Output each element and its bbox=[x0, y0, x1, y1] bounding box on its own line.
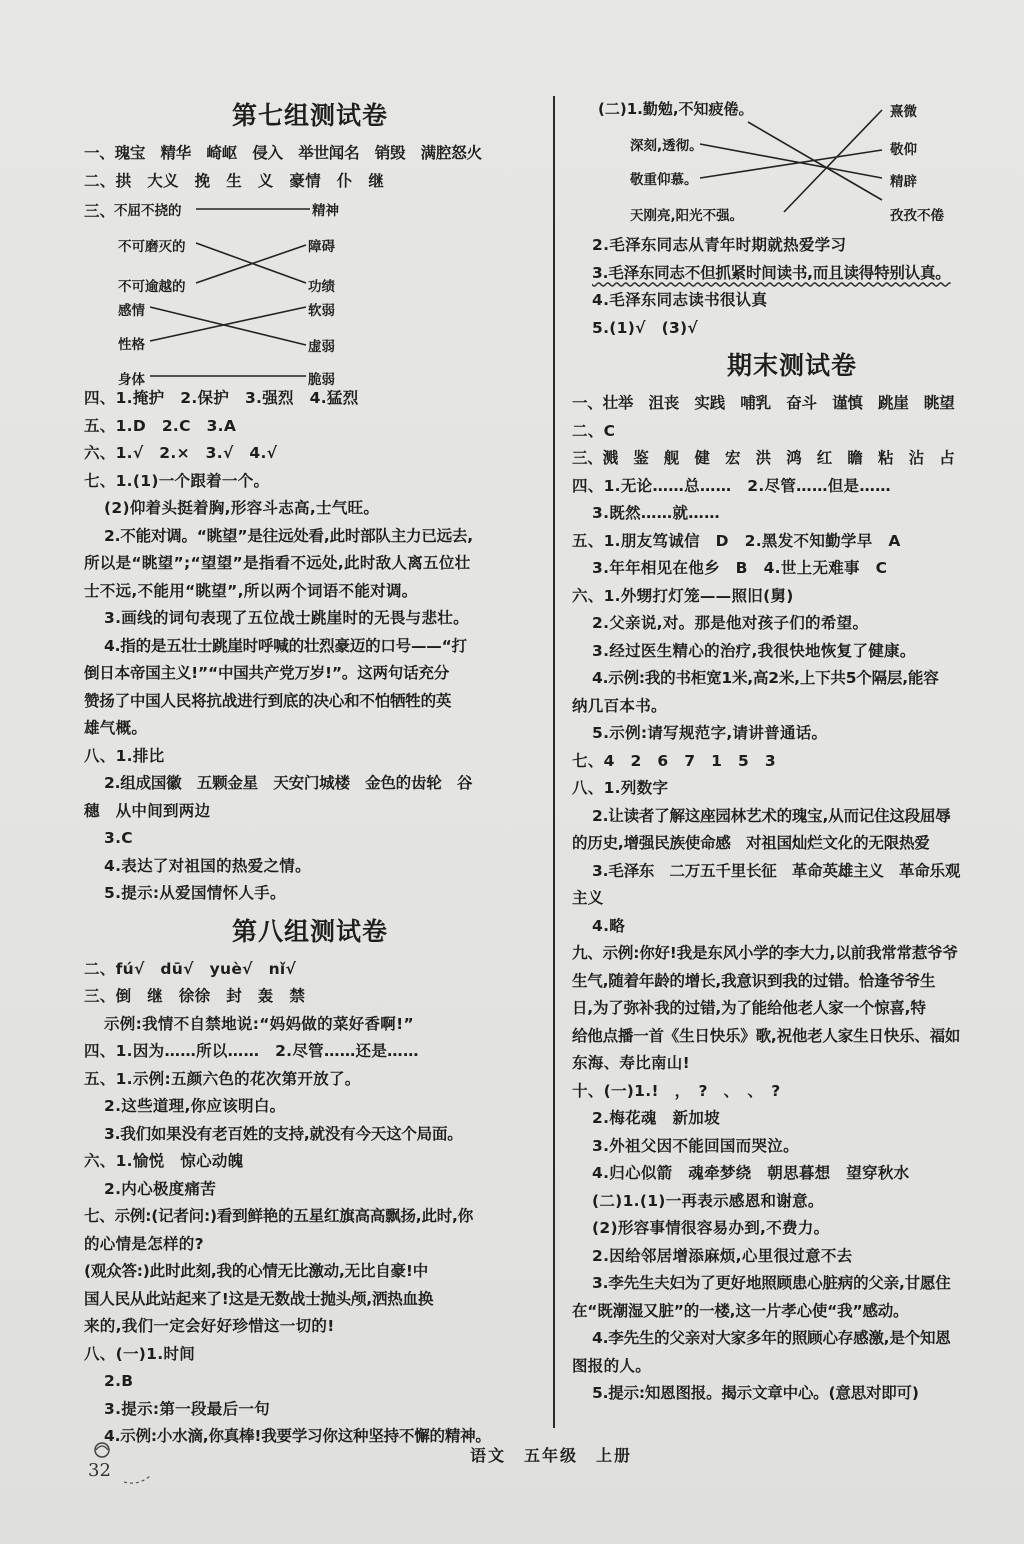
answer-line: 在“既潮湿又脏”的一楼,这一片孝心使“我”感动。 bbox=[572, 1301, 909, 1320]
answer-line: (二)1.(1)一再表示感恩和谢意。 bbox=[592, 1191, 824, 1210]
answer-line: 二、C bbox=[572, 421, 616, 440]
answer-line: 图报的人。 bbox=[572, 1356, 652, 1375]
answer-line: 纳几百本书。 bbox=[572, 696, 667, 715]
answer-line: 3.提示:第一段最后一句 bbox=[104, 1399, 270, 1418]
matching-exercise-3 bbox=[84, 195, 536, 388]
answer-line: (观众答:)此时此刻,我的心情无比激动,无比自豪!中 bbox=[84, 1262, 429, 1280]
answer-line: 八、(一)1.时间 bbox=[84, 1344, 196, 1363]
answer-line: 5.(1)√ (3)√ bbox=[592, 318, 699, 337]
answer-line: 2.内心极度痛苦 bbox=[104, 1179, 217, 1198]
match-right-item: 软弱 bbox=[308, 303, 335, 319]
answer-line: 八、1.列数字 bbox=[572, 779, 669, 797]
match-left-item: 性格 bbox=[118, 337, 145, 353]
answer-line: 示例:我情不自禁地说:“妈妈做的菜好香啊!” bbox=[104, 1014, 414, 1033]
answer-line: 四、1.掩护 2.保护 3.强烈 4.猛烈 bbox=[84, 389, 359, 407]
heading-group-7: 第七组测试卷 bbox=[231, 101, 388, 130]
answer-line: 3.毛泽东 二万五千里长征 革命英雄主义 革命乐观 bbox=[592, 861, 961, 880]
answer-line: 2.父亲说,对。那是他对孩子们的希望。 bbox=[592, 614, 869, 632]
answer-line: 三、溅 鉴 舰 健 宏 洪 鸿 红 瞻 粘 沾 占 bbox=[572, 449, 955, 467]
answer-line: 5.提示:知恩图报。揭示文章中心。(意思对即可) bbox=[592, 1384, 919, 1402]
answer-line: 十、(一)1.! ， ? 、 、 ? bbox=[572, 1081, 781, 1100]
answer-line: 3.既然……就…… bbox=[592, 504, 720, 522]
answer-line: 3.外祖父因不能回国而哭泣。 bbox=[592, 1136, 799, 1155]
answer-line: 六、1.外甥打灯笼——照旧(舅) bbox=[572, 586, 794, 605]
match-left-item: 不可逾越的 bbox=[118, 279, 186, 295]
match-right-item: 孜孜不倦 bbox=[890, 208, 944, 224]
answer-line: 五、1.D 2.C 3.A bbox=[84, 416, 237, 435]
answer-line: 的心情是怎样的? bbox=[84, 1234, 204, 1253]
answer-line: (2)形容事情很容易办到,不费力。 bbox=[592, 1219, 830, 1237]
answer-line: 赞扬了中国人民将抗战进行到底的决心和不怕牺牲的英 bbox=[84, 691, 452, 710]
answer-line: 八、1.排比 bbox=[84, 746, 165, 765]
answer-line: 2.毛泽东同志从青年时期就热爱学习 bbox=[592, 236, 847, 254]
match-right-item: 功绩 bbox=[308, 279, 335, 295]
match-left-item: 不可磨灭的 bbox=[118, 239, 186, 255]
answer-line: 4.略 bbox=[592, 916, 626, 935]
match-line bbox=[700, 144, 882, 178]
answer-line: 东海、寿比南山! bbox=[572, 1054, 690, 1072]
answer-line: 4.指的是五壮士跳崖时呼喊的壮烈豪迈的口号——“打 bbox=[104, 636, 467, 655]
answer-line: 日,为了弥补我的过错,为了能给他老人家一个惊喜,特 bbox=[572, 999, 926, 1017]
wavy-underlined-answer: 3.毛泽东同志不但抓紧时间读书,而且读得特别认真。 bbox=[592, 263, 951, 282]
answer-line: 一、瑰宝 精华 崎岖 侵入 举世闻名 销毁 满腔怒火 bbox=[84, 144, 482, 162]
answer-line: 来的,我们一定会好好珍惜这一切的! bbox=[84, 1317, 335, 1335]
answer-line: 2.让读者了解这座园林艺术的瑰宝,从而记住这段屈辱 bbox=[592, 806, 951, 825]
answer-line: 的历史,增强民族使命感 对祖国灿烂文化的无限热爱 bbox=[572, 834, 930, 852]
answer-line: 4.示例:我的书柜宽1米,高2米,上下共5个隔层,能容 bbox=[592, 669, 939, 687]
answer-line: 四、1.因为……所以…… 2.尽管……还是…… bbox=[84, 1042, 419, 1060]
answer-line: 3.李先生夫妇为了更好地照顾患心脏病的父亲,甘愿住 bbox=[592, 1274, 951, 1292]
answer-line: 5.示例:请写规范字,请讲普通话。 bbox=[592, 724, 828, 742]
answer-line: 4.李先生的父亲对大家多年的照顾心存感激,是个知恩 bbox=[592, 1329, 951, 1347]
answer-line: 一、壮举 沮丧 实践 哺乳 奋斗 谨慎 跳崖 眺望 bbox=[572, 394, 955, 412]
answer-line: 七、4 2 6 7 1 5 3 bbox=[572, 751, 776, 770]
match-left-item: 敬重仰慕。 bbox=[630, 172, 698, 188]
answer-line: 七、1.(1)一个跟着一个。 bbox=[84, 471, 270, 490]
left-column bbox=[84, 92, 536, 1451]
answer-line: 4.毛泽东同志读书很认真 bbox=[592, 291, 768, 309]
match-right-item: 敬仰 bbox=[890, 142, 917, 158]
heading-final-exam: 期末测试卷 bbox=[726, 351, 857, 380]
answer-line: 五、1.朋友笃诚信 D 2.黑发不知勤学早 A bbox=[572, 531, 901, 550]
match-left-item: 深刻,透彻。 bbox=[630, 138, 703, 154]
answer-line: 五、1.示例:五颜六色的花次第开放了。 bbox=[84, 1069, 361, 1088]
match-left-item: 天刚亮,阳光不强。 bbox=[630, 208, 744, 224]
match-left-item: 不屈不挠的 bbox=[114, 203, 182, 219]
match-line bbox=[700, 150, 882, 178]
match-right-item: 熹微 bbox=[890, 104, 917, 120]
answer-line: (2)仰着头挺着胸,形容斗志高,士气旺。 bbox=[104, 499, 380, 517]
answer-line: 2.因给邻居增添麻烦,心里很过意不去 bbox=[592, 1246, 853, 1265]
page-number: 32 bbox=[88, 1460, 111, 1481]
answer-line: 2.组成国徽 五颗金星 天安门城楼 金色的齿轮 谷 bbox=[104, 774, 473, 792]
answer-line: 九、示例:你好!我是东风小学的李大力,以前我常常惹爷爷 bbox=[572, 944, 958, 962]
match-left-item: (二)1.勤勉,不知疲倦。 bbox=[598, 100, 754, 118]
answer-line: 4.示例:小水滴,你真棒!我要学习你这种坚持不懈的精神。 bbox=[104, 1427, 491, 1445]
answer-line: 六、1.愉悦 惊心动魄 bbox=[84, 1152, 244, 1170]
answer-line: 主义 bbox=[572, 889, 604, 907]
answer-line: 国人民从此站起来了!这是无数战士抛头颅,洒热血换 bbox=[84, 1289, 434, 1308]
match-right-item: 精辟 bbox=[890, 174, 917, 190]
match-left-item: 身体 bbox=[118, 372, 145, 388]
answer-line: 5.提示:从爱国情怀人手。 bbox=[104, 884, 286, 902]
answer-line: 所以是“眺望”;“望望”是指看不远处,此时敌人离五位壮 bbox=[84, 554, 471, 572]
answer-line: 士不远,不能用“眺望”,所以两个词语不能对调。 bbox=[84, 581, 418, 600]
match-left-item: 感情 bbox=[118, 303, 145, 319]
answer-line: 3.年年相见在他乡 B 4.世上无难事 C bbox=[592, 559, 888, 577]
answer-line: 4.归心似箭 魂牵梦绕 朝思暮想 望穿秋水 bbox=[592, 1164, 910, 1182]
answer-line: 六、1.√ 2.× 3.√ 4.√ bbox=[84, 444, 278, 462]
answer-line: 2.不能对调。“眺望”是往远处看,此时部队主力已远去, bbox=[104, 526, 473, 545]
answer-line: 二、拱 大义 挽 生 义 豪情 仆 继 bbox=[84, 171, 385, 190]
answer-line: 雄气概。 bbox=[84, 719, 148, 737]
answer-line bbox=[572, 260, 1012, 288]
answer-line: 3.画线的词句表现了五位战士跳崖时的无畏与悲壮。 bbox=[104, 609, 469, 627]
answer-line: 3.经过医生精心的治疗,我很快地恢复了健康。 bbox=[592, 641, 916, 660]
answer-line: 七、示例:(记者问:)看到鲜艳的五星红旗高高飘扬,此时,你 bbox=[84, 1207, 474, 1225]
answer-line: 3.我们如果没有老百姓的支持,就没有今天这个局面。 bbox=[104, 1124, 463, 1143]
footer-subject: 语文 五年级 上册 bbox=[470, 1446, 633, 1465]
right-column bbox=[572, 92, 1012, 1408]
answer-line: 倒日本帝国主义!”“中国共产党万岁!”。这两句话充分 bbox=[84, 664, 450, 682]
answer-line: 给他点播一首《生日快乐》歌,祝他老人家生日快乐、福如 bbox=[572, 1026, 961, 1045]
match-line bbox=[784, 110, 882, 212]
answer-line: 穗 从中间到两边 bbox=[84, 801, 211, 820]
answer-line: 生气,随着年龄的增长,我意识到我的过错。恰逢爷爷生 bbox=[572, 971, 936, 990]
match-right-item: 虚弱 bbox=[308, 339, 335, 355]
column-divider bbox=[553, 96, 555, 1428]
heading-group-8: 第八组测试卷 bbox=[231, 916, 388, 946]
answer-line: 三、倒 继 徐徐 封 轰 禁 bbox=[84, 987, 306, 1005]
answer-line: 二、fú√ dū√ yuè√ nǐ√ bbox=[84, 959, 297, 978]
answer-line: 2.梅花魂 新加坡 bbox=[592, 1109, 720, 1127]
answer-line: 4.表达了对祖国的热爱之情。 bbox=[104, 856, 311, 875]
match-right-item: 障碍 bbox=[308, 239, 335, 255]
answer-line: 四、1.无论……总…… 2.尽管……但是…… bbox=[572, 476, 891, 495]
answer-line: 2.B bbox=[104, 1372, 134, 1390]
matching-exercise-2 bbox=[572, 92, 1012, 232]
match-right-item: 脆弱 bbox=[308, 372, 335, 388]
match-right-item: 精神 bbox=[312, 203, 339, 219]
answer-line: 3.C bbox=[104, 829, 133, 847]
answer-line: 2.这些道理,你应该明白。 bbox=[104, 1097, 286, 1115]
section-prefix: 三、 bbox=[84, 202, 116, 220]
